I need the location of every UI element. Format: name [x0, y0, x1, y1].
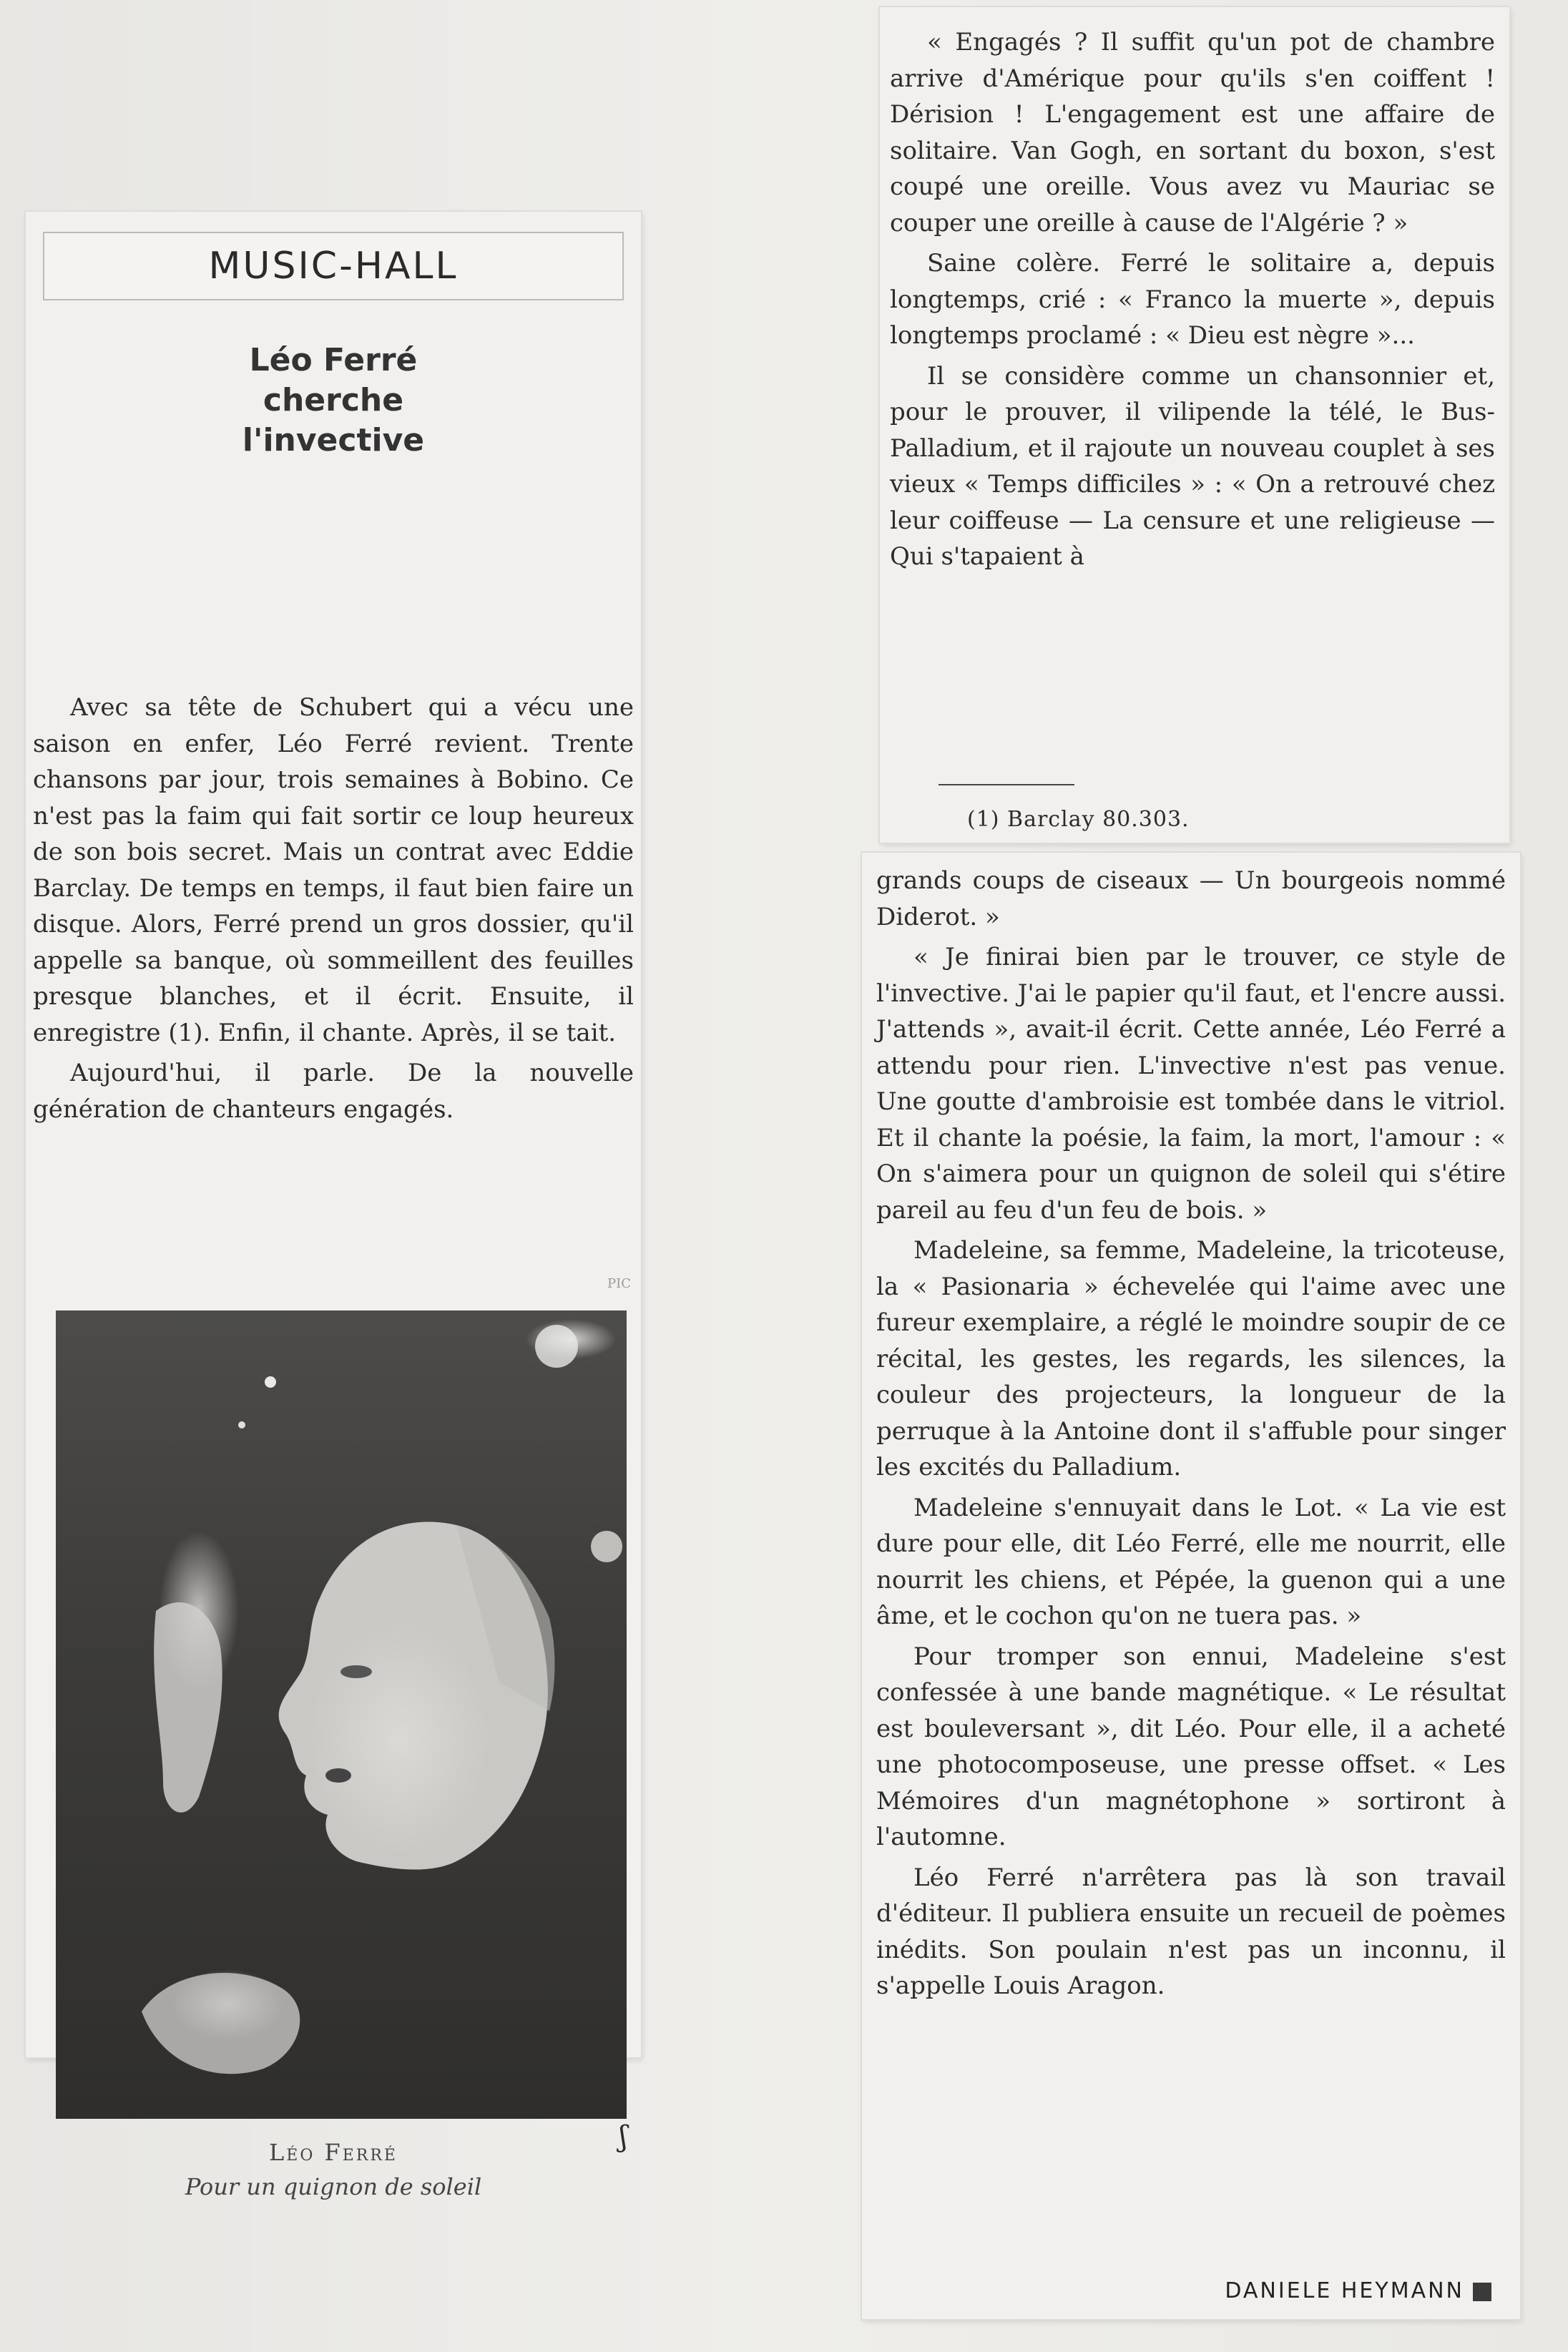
- article-headline: [26, 340, 641, 461]
- paragraph: grands coups de ciseaux — Un bourgeois nommé Diderot. »: [876, 866, 1506, 931]
- headline-line: l'invective: [242, 422, 425, 459]
- clipping-right-bottom: [862, 853, 1520, 2319]
- headline-line: Léo Ferré: [249, 342, 418, 378]
- end-mark-icon: [1473, 2283, 1491, 2301]
- footnote: (1) Barclay 80.303.: [967, 807, 1190, 832]
- paragraph: Pour tromper son ennui, Madeleine s'est confessée à une bande magnétique. « Le résultat est bouleversant », dit Léo. Pour elle, il a acheté une photocomposeuse, une presse offset. « Les Mémoires d'un magnétophone » sortiront à l'automne.: [876, 1642, 1506, 1851]
- paragraph: Léo Ferré n'arrêtera pas là son travail d'éditeur. Il publiera ensuite un recueil de poèmes inédits. Son poulain n'est pas un inconnu, il s'appelle Louis Aragon.: [876, 1863, 1506, 2000]
- author-signature: [1225, 2278, 1491, 2303]
- footnote-divider: [939, 784, 1074, 785]
- photographer-mark-icon: ʃ: [619, 2120, 627, 2153]
- clipping-right-top: [880, 7, 1509, 843]
- photo-caption-text: Pour un quignon de soleil: [185, 2173, 482, 2200]
- headline-line: cherche: [263, 382, 404, 418]
- portrait-illustration: [56, 1310, 627, 2119]
- paragraph: « Engagés ? Il suffit qu'un pot de chambre arrive d'Amérique pour qu'ils s'en coiffent ! Dérision ! L'engagement est une affaire de solitaire. Van Gogh, en sortant du boxon, s'est coupé une oreille. Vous avez vu Mauriac se couper une oreille à cause de l'Algérie ? »: [890, 28, 1495, 237]
- paragraph: Madeleine, sa femme, Madeleine, la tricoteuse, la « Pasionaria » échevelée qui l'aime avec une fureur exemplaire, a réglé le moindre soupir de ce récital, les gestes, les regards, les silences, la couleur des projecteurs, la longueur de la perruque à la Antoine dont il s'affuble pour singer les excités du Palladium.: [876, 1236, 1506, 1481]
- right-top-column-body: [890, 24, 1495, 579]
- photo-caption-name: Léo Ferré: [269, 2139, 398, 2166]
- paragraph: « Je finirai bien par le trouver, ce style de l'invective. J'ai le papier qu'il faut, et l'encre aussi. J'attends », avait-il écrit. Cette année, Léo Ferré a attendu pour rien. L'invective n'est pas venue. Une goutte d'ambroisie est tombée dans le vitriol. Et il chante la poésie, la faim, la mort, l'amour : « On s'aimera pour un quignon de soleil qui s'étire pareil au feu d'un feu de bois. »: [876, 943, 1506, 1225]
- rubric-label: MUSIC-HALL: [43, 232, 624, 300]
- portrait-photo: [56, 1310, 627, 2119]
- author-name: DANIELE HEYMANN: [1225, 2278, 1464, 2303]
- clipping-left: [26, 212, 641, 2200]
- paragraph: Saine colère. Ferré le solitaire a, depuis longtemps, crié : « Franco la muerte », depuis longtemps proclamé : « Dieu est nègre »...: [890, 249, 1495, 350]
- paragraph: Avec sa tête de Schubert qui a vécu une saison en enfer, Léo Ferré revient. Trente chansons par jour, trois semaines à Bobino. Ce n'est pas la faim qui fait sortir ce loup heureux de son bois secret. Mais un contrat avec Eddie Barclay. De temps en temps, il faut bien faire un disque. Alors, Ferré prend un gros dossier, qu'il appelle sa banque, où sommeillent des feuilles presque blanches, et il écrit. Ensuite, il enregistre (1). Enfin, il chante. Après, il se tait.: [33, 693, 634, 1047]
- photo-credit: PIC: [607, 1276, 631, 1291]
- left-column-body: [33, 690, 634, 1132]
- paragraph: Il se considère comme un chansonnier et, pour le prouver, il vilipende la télé, le Bus-Palladium, et il rajoute un nouveau couplet à ses vieux « Temps difficiles » : « On a retrouvé chez leur coiffeuse — La censure et une religieuse — Qui s'tapaient à: [890, 361, 1495, 571]
- paragraph: Aujourd'hui, il parle. De la nouvelle génération de chanteurs engagés.: [33, 1059, 634, 1124]
- paragraph: Madeleine s'ennuyait dans le Lot. « La vie est dure pour elle, dit Léo Ferré, elle me nourrit, elle nourrit les chiens, et Pépée, la guenon qui a une âme, et le cochon qu'on ne tuera pas. »: [876, 1493, 1506, 1630]
- right-bottom-column-body: [876, 863, 1506, 2009]
